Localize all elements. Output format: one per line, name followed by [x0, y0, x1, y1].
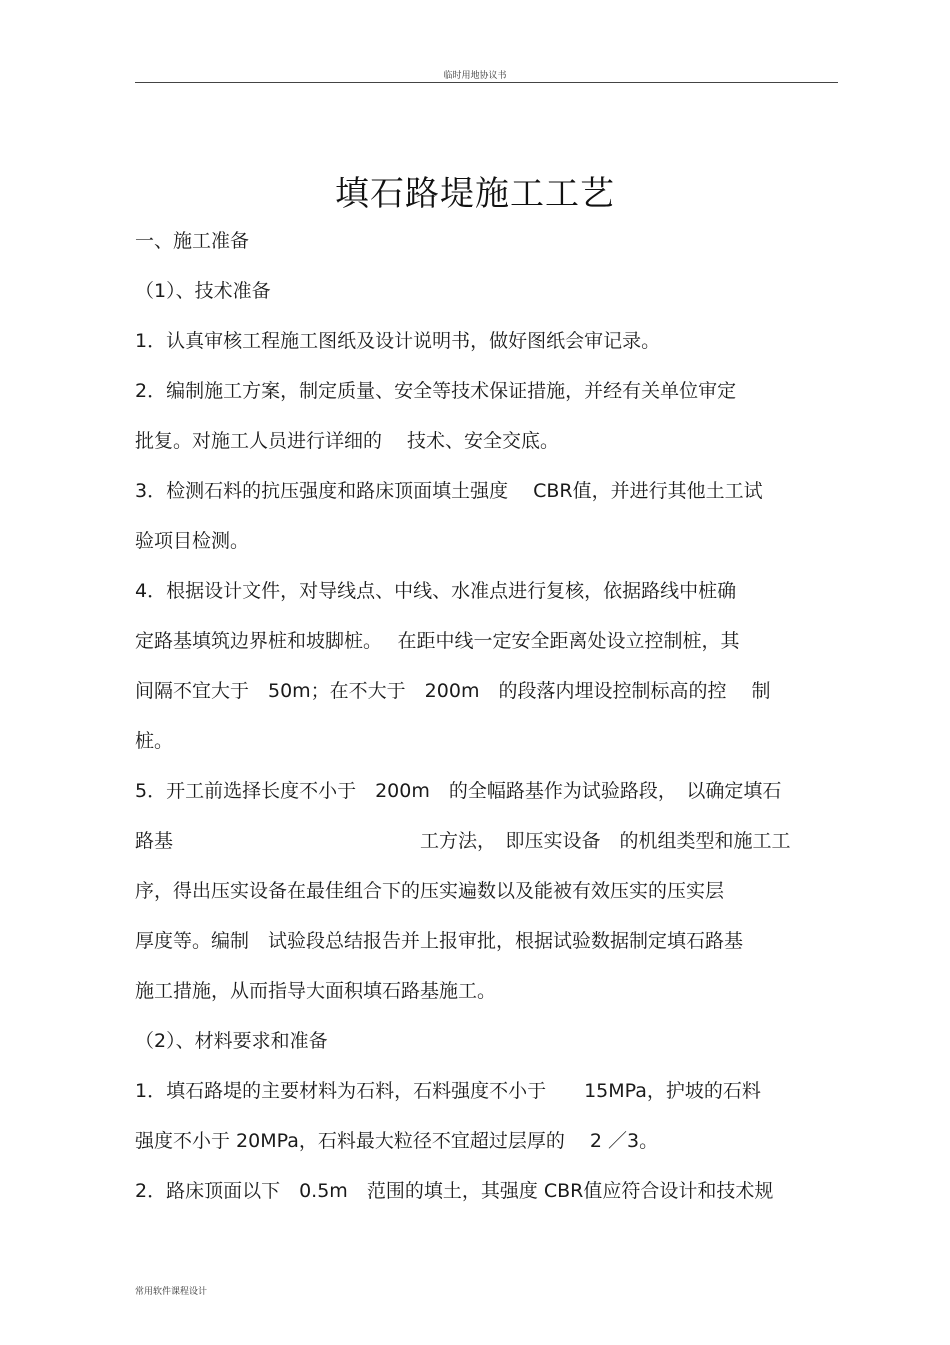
paragraph-line: 2．编制施工方案，制定质量、安全等技术保证措施，并经有关单位审定 — [135, 380, 737, 402]
paragraph-line: 1．填石路堤的主要材料为石料，石料强度不小于 15MPa，护坡的石料 — [135, 1080, 761, 1102]
paragraph-line: 4．根据设计文件，对导线点、中线、水准点进行复核，依据路线中桩确 — [135, 580, 737, 602]
paragraph-line: 2．路床顶面以下 0.5m 范围的填土，其强度 CBR值应符合设计和技术规 — [135, 1180, 774, 1202]
paragraph-line: 施工措施，从而指导大面积填石路基施工。 — [135, 980, 497, 1002]
paragraph-line: 定路基填筑边界桩和坡脚桩。 在距中线一定安全距离处设立控制桩，其 — [135, 630, 740, 652]
page-footer: 常用软件课程设计 — [135, 1287, 208, 1297]
paragraph-line: 3．检测石料的抗压强度和路床顶面填土强度 CBR值，并进行其他土工试 — [135, 480, 763, 502]
header-text: 临时用地协议书 — [443, 71, 507, 81]
paragraph-line: 批复。对施工人员进行详细的 技术、安全交底。 — [135, 430, 560, 452]
paragraph-line: 序，得出压实设备在最佳组合下的压实遍数以及能被有效压实的压实层 — [135, 880, 725, 902]
paragraph-line: 路基 工方法， 即压实设备 的机组类型和施工工 — [135, 830, 791, 852]
paragraph-line: 1．认真审核工程施工图纸及设计说明书，做好图纸会审记录。 — [135, 330, 661, 352]
paragraph-line: 厚度等。编制 试验段总结报告并上报审批，根据试验数据制定填石路基 — [135, 930, 744, 952]
subsection-heading: （1）、技术准备 — [135, 280, 271, 302]
document-title: 填石路堤施工工艺 — [335, 174, 615, 214]
paragraph-line: 桩。 — [135, 730, 174, 752]
paragraph-line: 5．开工前选择长度不小于 200m 的全幅路基作为试验路段， 以确定填石 — [135, 780, 782, 802]
subsection-heading: （2）、材料要求和准备 — [135, 1030, 328, 1052]
paragraph-line: 间隔不宜大于 50m；在不大于 200m 的段落内埋设控制标高的控 制 — [135, 680, 771, 702]
header-divider — [135, 82, 838, 83]
section-heading: 一、施工准备 — [135, 230, 250, 252]
paragraph-line: 验项目检测。 — [135, 530, 250, 552]
paragraph-line: 强度不小于 20MPa，石料最大粒径不宜超过层厚的 2 ／3。 — [135, 1130, 659, 1152]
